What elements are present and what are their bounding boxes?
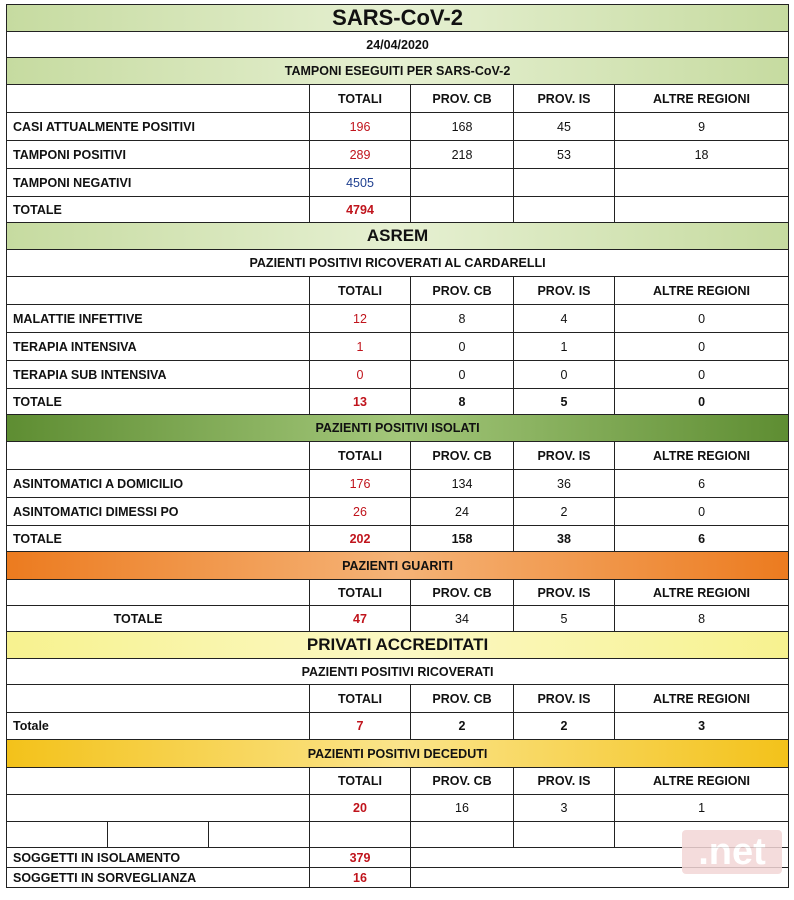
row-label: TOTALE	[7, 526, 310, 552]
col-prov-cb: PROV. CB	[411, 442, 514, 470]
cell-totali: 176	[310, 470, 411, 498]
section-header-privati	[7, 632, 789, 659]
table-row	[7, 333, 789, 361]
cell-totali: 12	[310, 305, 411, 333]
table-row-total	[7, 389, 789, 415]
header-spacer	[7, 685, 310, 713]
table-row-total	[7, 606, 789, 632]
section-header-deceduti	[7, 740, 789, 768]
section-title-guariti: PAZIENTI GUARITI	[7, 552, 789, 580]
row-label: TOTALE	[7, 606, 310, 632]
column-header-row	[7, 277, 789, 305]
col-prov-is: PROV. IS	[514, 85, 615, 113]
cell-totali: 202	[310, 526, 411, 552]
row-label: MALATTIE INFETTIVE	[7, 305, 310, 333]
col-altre-regioni: ALTRE REGIONI	[615, 277, 789, 305]
section-subtitle-asrem: PAZIENTI POSITIVI RICOVERATI AL CARDARELLI	[7, 250, 789, 277]
cell-prov-is	[514, 197, 615, 223]
cell-prov-cb: 34	[411, 606, 514, 632]
report-table	[6, 4, 789, 888]
row-label: SOGGETTI IN SORVEGLIANZA	[7, 868, 310, 888]
cell-prov-is: 5	[514, 389, 615, 415]
report-date: 24/04/2020	[7, 32, 789, 58]
section-subtitle-privati: PAZIENTI POSITIVI RICOVERATI	[7, 659, 789, 685]
cell-prov-is: 5	[514, 606, 615, 632]
cell-totali: 4505	[310, 169, 411, 197]
col-prov-cb: PROV. CB	[411, 277, 514, 305]
col-totali: TOTALI	[310, 580, 411, 606]
col-totali: TOTALI	[310, 685, 411, 713]
row-label: TOTALE	[7, 389, 310, 415]
column-header-row	[7, 768, 789, 795]
cell-totali: 1	[310, 333, 411, 361]
row-label: Totale	[7, 713, 310, 740]
cell-totali: 47	[310, 606, 411, 632]
table-row	[7, 169, 789, 197]
empty-cell	[310, 822, 411, 848]
col-prov-is: PROV. IS	[514, 580, 615, 606]
cell-prov-cb: 168	[411, 113, 514, 141]
section-title-isolati: PAZIENTI POSITIVI ISOLATI	[7, 415, 789, 442]
cell-prov-cb: 8	[411, 389, 514, 415]
table-row	[7, 498, 789, 526]
col-altre-regioni: ALTRE REGIONI	[615, 685, 789, 713]
table-row-total	[7, 713, 789, 740]
header-spacer	[7, 580, 310, 606]
section-title-privati: PRIVATI ACCREDITATI	[7, 632, 789, 659]
col-altre-regioni: ALTRE REGIONI	[615, 768, 789, 795]
cell-prov-is: 3	[514, 795, 615, 822]
row-label: CASI ATTUALMENTE POSITIVI	[7, 113, 310, 141]
header-spacer	[7, 277, 310, 305]
cell-prov-is: 1	[514, 333, 615, 361]
cell-totali: 26	[310, 498, 411, 526]
cell-altre: 9	[615, 113, 789, 141]
cell-altre: 0	[615, 305, 789, 333]
table-row	[7, 305, 789, 333]
cell-altre	[615, 169, 789, 197]
cell-prov-is: 53	[514, 141, 615, 169]
column-header-row	[7, 85, 789, 113]
col-prov-cb: PROV. CB	[411, 580, 514, 606]
cell-totali: 13	[310, 389, 411, 415]
cell-altre: 8	[615, 606, 789, 632]
empty-cell	[108, 822, 209, 848]
cell-prov-is: 4	[514, 305, 615, 333]
title-row	[7, 5, 789, 32]
empty-row	[7, 822, 789, 848]
section-header-guariti	[7, 552, 789, 580]
date-row	[7, 32, 789, 58]
cell-totali: 289	[310, 141, 411, 169]
cell-altre	[615, 197, 789, 223]
cell-totali: 4794	[310, 197, 411, 223]
col-altre-regioni: ALTRE REGIONI	[615, 442, 789, 470]
row-label: TAMPONI POSITIVI	[7, 141, 310, 169]
section-header-asrem	[7, 223, 789, 250]
column-header-row	[7, 442, 789, 470]
cell-prov-cb	[411, 169, 514, 197]
table-row	[7, 795, 789, 822]
row-label: ASINTOMATICI DIMESSI PO	[7, 498, 310, 526]
cell-prov-cb: 24	[411, 498, 514, 526]
cell-totali: 0	[310, 361, 411, 389]
cell-prov-is	[514, 169, 615, 197]
table-row	[7, 868, 789, 888]
column-header-row	[7, 685, 789, 713]
col-prov-cb: PROV. CB	[411, 768, 514, 795]
cell-prov-cb: 16	[411, 795, 514, 822]
cell-altre: 18	[615, 141, 789, 169]
column-header-row	[7, 580, 789, 606]
section-title-tamponi: TAMPONI ESEGUITI PER SARS-CoV-2	[7, 58, 789, 85]
cell-altre: 0	[615, 361, 789, 389]
cell-prov-is: 2	[514, 498, 615, 526]
cell-prov-cb	[411, 197, 514, 223]
col-prov-is: PROV. IS	[514, 685, 615, 713]
cell-prov-is: 0	[514, 361, 615, 389]
row-label: TOTALE	[7, 197, 310, 223]
cell-totali: 20	[310, 795, 411, 822]
page-title: SARS-CoV-2	[7, 5, 789, 32]
col-totali: TOTALI	[310, 768, 411, 795]
section-header-isolati	[7, 415, 789, 442]
row-label: ASINTOMATICI A DOMICILIO	[7, 470, 310, 498]
subtitle-row	[7, 250, 789, 277]
cell-altre: 0	[615, 333, 789, 361]
subtitle-row	[7, 659, 789, 685]
empty-cell	[7, 822, 108, 848]
header-spacer	[7, 442, 310, 470]
cell-prov-cb: 158	[411, 526, 514, 552]
cell-altre: 1	[615, 795, 789, 822]
cell-isolamento-value: 379	[310, 848, 411, 868]
cell-sorveglianza-value: 16	[310, 868, 411, 888]
empty-cell	[411, 822, 514, 848]
cell-altre: 6	[615, 526, 789, 552]
col-prov-cb: PROV. CB	[411, 85, 514, 113]
col-totali: TOTALI	[310, 277, 411, 305]
cell-prov-cb: 218	[411, 141, 514, 169]
empty-cell	[514, 822, 615, 848]
cell-totali: 7	[310, 713, 411, 740]
table-row-total	[7, 526, 789, 552]
row-label: SOGGETTI IN ISOLAMENTO	[7, 848, 310, 868]
col-prov-is: PROV. IS	[514, 768, 615, 795]
cell-prov-is: 2	[514, 713, 615, 740]
cell-prov-is: 45	[514, 113, 615, 141]
col-prov-cb: PROV. CB	[411, 685, 514, 713]
cell-altre: 6	[615, 470, 789, 498]
col-altre-regioni: ALTRE REGIONI	[615, 85, 789, 113]
header-spacer	[7, 768, 310, 795]
section-title-asrem: ASREM	[7, 223, 789, 250]
row-label: TERAPIA INTENSIVA	[7, 333, 310, 361]
table-row	[7, 848, 789, 868]
table-row	[7, 470, 789, 498]
cell-altre: 0	[615, 389, 789, 415]
row-label: TERAPIA SUB INTENSIVA	[7, 361, 310, 389]
cell-prov-cb: 0	[411, 333, 514, 361]
cell-prov-cb: 8	[411, 305, 514, 333]
col-totali: TOTALI	[310, 85, 411, 113]
row-label: TAMPONI NEGATIVI	[7, 169, 310, 197]
cell-prov-cb: 0	[411, 361, 514, 389]
cell-prov-is: 38	[514, 526, 615, 552]
table-row	[7, 141, 789, 169]
col-prov-is: PROV. IS	[514, 277, 615, 305]
row-label-empty	[7, 795, 310, 822]
cell-altre: 3	[615, 713, 789, 740]
cell-altre: 0	[615, 498, 789, 526]
col-totali: TOTALI	[310, 442, 411, 470]
cell-prov-cb: 134	[411, 470, 514, 498]
cell-prov-cb: 2	[411, 713, 514, 740]
table-row-total	[7, 197, 789, 223]
cell-totali: 196	[310, 113, 411, 141]
table-row	[7, 361, 789, 389]
cell-prov-is: 36	[514, 470, 615, 498]
watermark-logo: .net	[682, 830, 782, 874]
header-spacer	[7, 85, 310, 113]
col-altre-regioni: ALTRE REGIONI	[615, 580, 789, 606]
empty-cell	[209, 822, 310, 848]
section-header-tamponi	[7, 58, 789, 85]
table-row	[7, 113, 789, 141]
section-title-deceduti: PAZIENTI POSITIVI DECEDUTI	[7, 740, 789, 768]
col-prov-is: PROV. IS	[514, 442, 615, 470]
